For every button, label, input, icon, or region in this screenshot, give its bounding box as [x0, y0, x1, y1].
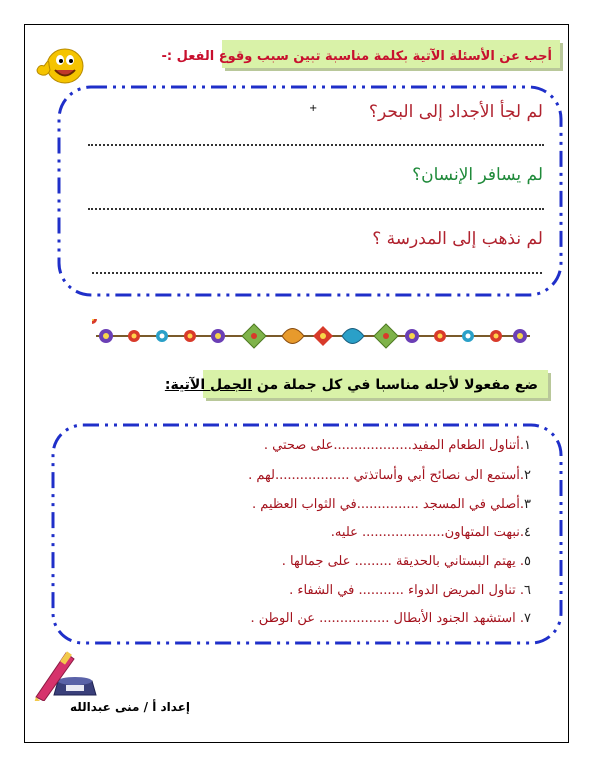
- decorative-ornament-divider: [92, 319, 534, 353]
- answer-line-2[interactable]: [88, 208, 544, 210]
- smiley-thumbs-up-icon: [34, 44, 84, 88]
- answer-line-3[interactable]: [92, 272, 542, 274]
- author-credit: إعداد أ / منى عبدالله: [70, 700, 191, 714]
- sentence-1: ١.أتناول الطعام المفيد...................على صحتي .: [263, 438, 531, 453]
- sentence-7: ٧. استشهد الجنود الأبطال ................. عن الوطن .: [250, 611, 531, 626]
- instruction-banner-1: [161, 40, 560, 68]
- sentence-5: ٥. يهتم البستاني بالحديقة ......... على جمالها .: [281, 554, 531, 569]
- instruction-text-2-underlined: الجمل الآتية:: [164, 377, 253, 393]
- sentence-6: ٦. تناول المريض الدواء ........... في الشفاء .: [289, 583, 531, 598]
- sentence-4: ٤.نبهت المتهاون.................... عليه.: [330, 525, 531, 540]
- pen-inkwell-icon: [30, 645, 102, 701]
- question-1: لم لجأ الأجداد إلى البحر؟: [368, 102, 543, 122]
- instruction-text-1: أجب عن الأسئلة الآتية بكلمة مناسبة تبين سبب وقوع الفعل :-: [161, 49, 552, 64]
- text-cursor: +: [309, 103, 318, 114]
- instruction-banner-2: [164, 370, 548, 398]
- sentence-2: ٢.أستمع الى نصائح أبي وأساتذتي ..................لهم .: [248, 468, 531, 483]
- question-3: لم نذهب إلى المدرسة ؟: [372, 229, 543, 249]
- sentence-3: ٣.أصلي في المسجد ...............في الثواب العظيم .: [252, 497, 531, 512]
- instruction-text-2-prefix: ضع مفعولا لأجله مناسبا في كل جملة من: [252, 377, 538, 393]
- question-2: لم يسافر الإنسان؟: [412, 165, 543, 185]
- answer-line-1[interactable]: [88, 144, 544, 146]
